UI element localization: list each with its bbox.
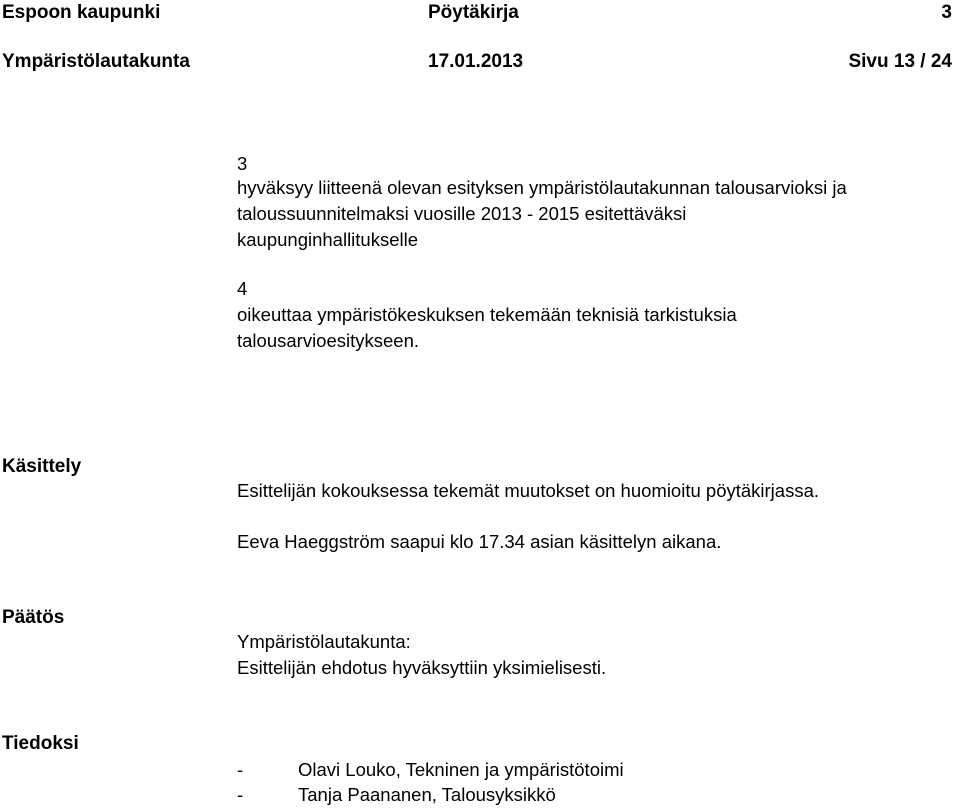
item3-line: hyväksyy liitteenä olevan esityksen ympäristölautakunnan talousarvioksi ja bbox=[237, 177, 847, 198]
header-item-number: 3 bbox=[941, 2, 952, 23]
tiedoksi-item: Tanja Paananen, Talousyksikkö bbox=[298, 784, 556, 805]
tiedoksi-bullet: - bbox=[237, 759, 244, 780]
paatos-label: Päätös bbox=[2, 607, 65, 628]
item3-line: taloussuunnitelmaksi vuosille 2013 - 2015 esitettäväksi bbox=[237, 203, 687, 224]
item3-line: kaupunginhallitukselle bbox=[237, 229, 419, 250]
tiedoksi-bullet: - bbox=[237, 784, 244, 805]
header-org: Espoon kaupunki bbox=[2, 2, 161, 23]
item4-number: 4 bbox=[237, 278, 248, 299]
paatos-line: Esittelijän ehdotus hyväksyttiin yksimielisesti. bbox=[237, 657, 607, 678]
item4-line: talousarvioesitykseen. bbox=[237, 330, 420, 351]
kasittely-line: Eeva Haeggström saapui klo 17.34 asian käsittelyn aikana. bbox=[237, 531, 722, 552]
kasittely-line: Esittelijän kokouksessa tekemät muutokset on huomioitu pöytäkirjassa. bbox=[237, 480, 820, 501]
header-committee: Ympäristölautakunta bbox=[2, 51, 190, 72]
tiedoksi-item: Olavi Louko, Tekninen ja ympäristötoimi bbox=[298, 759, 624, 780]
paatos-line: Ympäristölautakunta: bbox=[237, 631, 411, 652]
header-date: 17.01.2013 bbox=[428, 51, 524, 72]
header-page-number: Sivu 13 / 24 bbox=[848, 51, 952, 72]
kasittely-label: Käsittely bbox=[2, 456, 82, 477]
header-doc-type: Pöytäkirja bbox=[428, 2, 519, 23]
tiedoksi-label: Tiedoksi bbox=[2, 733, 79, 754]
item3-number: 3 bbox=[237, 153, 248, 174]
item4-line: oikeuttaa ympäristökeskuksen tekemään teknisiä tarkistuksia bbox=[237, 304, 737, 325]
